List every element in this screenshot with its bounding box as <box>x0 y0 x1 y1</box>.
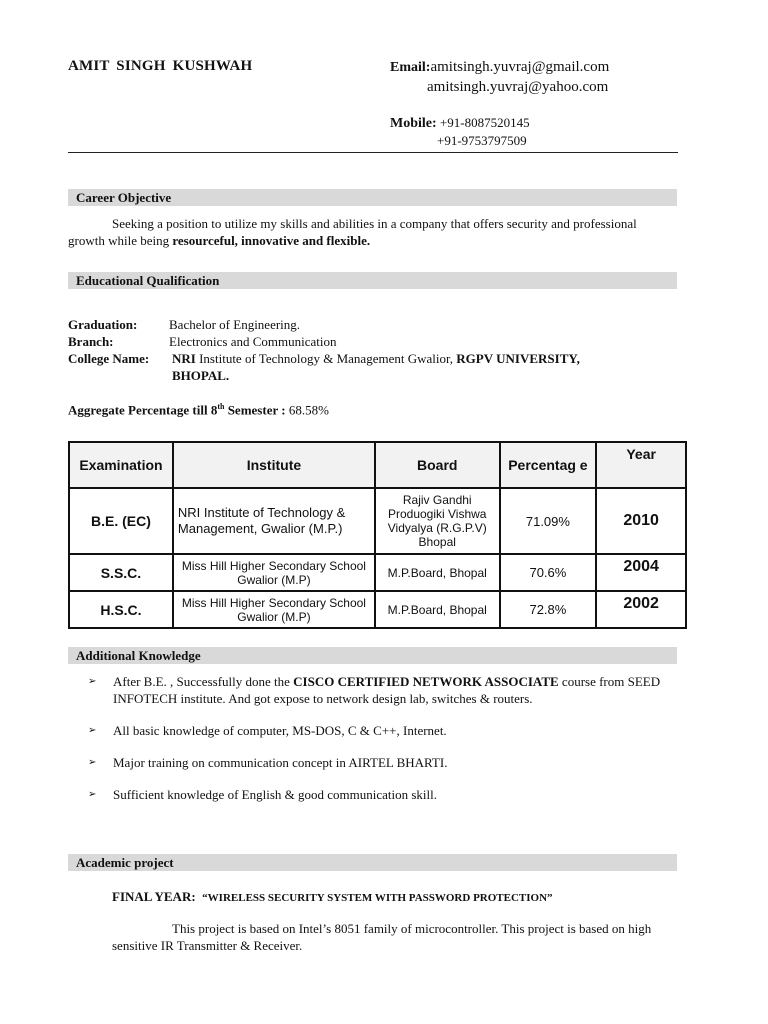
cell-exam: S.S.C. <box>69 554 173 591</box>
cell-exam: B.E. (EC) <box>69 488 173 554</box>
college-mid: Institute of Technology & Management Gwalior, <box>195 351 457 366</box>
email-label: Email: <box>390 60 431 75</box>
mobile-label: Mobile: <box>390 116 437 131</box>
list-item <box>88 673 693 707</box>
project-title-line <box>112 889 553 905</box>
email-secondary[interactable]: amitsingh.yuvraj@yahoo.com <box>427 79 609 95</box>
cell-percentage: 71.09% <box>500 488 597 554</box>
cell-institute: Miss Hill Higher Secondary School Gwalior (M.P) <box>173 591 375 628</box>
objective-bold: resourceful, innovative and flexible. <box>172 233 371 248</box>
header-institute: Institute <box>173 442 375 488</box>
bullet-3-text: Major training on communication concept in AIRTEL BHARTI. <box>113 755 448 770</box>
mobile-1: +91-8087520145 <box>439 115 530 130</box>
section-heading: Additional Knowledge <box>76 648 201 663</box>
mobile-primary <box>390 115 530 132</box>
section-heading: Career Objective <box>76 190 172 205</box>
career-objective-text <box>68 215 668 249</box>
list-item <box>88 722 693 739</box>
table-row <box>69 488 686 554</box>
college-city: BHOPAL. <box>172 368 230 383</box>
section-heading: Educational Qualification <box>76 273 220 288</box>
branch-value: Electronics and Communication <box>169 334 337 349</box>
graduation-value: Bachelor of Engineering. <box>169 317 301 332</box>
header-examination: Examination <box>69 442 173 488</box>
section-heading: Academic project <box>76 855 174 870</box>
cell-year: 2002 <box>596 591 686 628</box>
graduation-label: Graduation: <box>68 317 138 332</box>
table-row <box>69 554 686 591</box>
cell-board: Rajiv Gandhi Produogiki Vishwa Vidyalya (R.G.P.V) Bhopal <box>375 488 500 554</box>
email-primary <box>390 59 609 76</box>
cell-board: M.P.Board, Bhopal <box>375 554 500 591</box>
bullet-4-text: Sufficient knowledge of English & good communication skill. <box>113 787 437 802</box>
header-percentage: Percentag e <box>500 442 597 488</box>
knowledge-list <box>88 673 693 818</box>
cell-year: 2004 <box>596 554 686 591</box>
table-header-row <box>69 442 686 488</box>
section-academic-project <box>68 854 677 871</box>
section-additional-knowledge <box>68 647 677 664</box>
candidate-name: AMIT SINGH KUSHWAH <box>68 58 253 74</box>
arrow-bullet-icon: ➢ <box>88 725 97 736</box>
project-label: FINAL YEAR: <box>112 889 196 904</box>
aggregate-percentage <box>68 402 329 418</box>
list-item <box>88 786 693 803</box>
aggregate-label: Aggregate Percentage till 8 <box>68 402 218 418</box>
bullet-1-pre: After B.E. , Successfully done the <box>113 674 294 689</box>
college-value <box>172 350 580 367</box>
arrow-bullet-icon: ➢ <box>88 757 97 768</box>
bullet-2-text: All basic knowledge of computer, MS-DOS, C & C++, Internet. <box>113 723 447 738</box>
cell-year: 2010 <box>596 488 686 554</box>
section-career-objective <box>68 189 677 206</box>
bullet-1-post: course from SEED INFOTECH institute. And got expose to network design lab, switches & routers. <box>113 674 661 706</box>
branch-label: Branch: <box>68 334 114 349</box>
header-board: Board <box>375 442 500 488</box>
cell-institute: Miss Hill Higher Secondary School Gwalior (M.P) <box>173 554 375 591</box>
college-university: RGPV UNIVERSITY, <box>456 351 580 366</box>
aggregate-value: 68.58% <box>288 402 329 418</box>
list-item <box>88 754 693 771</box>
cell-percentage: 72.8% <box>500 591 597 628</box>
email-1[interactable]: amitsingh.yuvraj@gmail.com <box>430 59 610 75</box>
cell-board: M.P.Board, Bhopal <box>375 591 500 628</box>
college-prefix: NRI <box>172 351 196 366</box>
bullet-1-bold: CISCO CERTIFIED NETWORK ASSOCIATE <box>293 674 559 689</box>
cell-institute: NRI Institute of Technology & Management, Gwalior (M.P.) <box>173 488 375 554</box>
mobile-secondary: +91-9753797509 <box>437 133 527 148</box>
education-table <box>68 441 687 629</box>
college-label: College Name: <box>68 351 150 366</box>
aggregate-sup: th <box>217 402 225 411</box>
objective-plain: Seeking a position to utilize my skills and abilities in a company that offers security and professional growth while being <box>68 216 637 248</box>
aggregate-label-2: Semester : <box>224 402 286 418</box>
project-title: “WIRELESS SECURITY SYSTEM WITH PASSWORD PROTECTION” <box>202 892 553 904</box>
header-divider <box>68 152 678 153</box>
table-row <box>69 591 686 628</box>
arrow-bullet-icon: ➢ <box>88 789 97 800</box>
section-education <box>68 272 677 289</box>
arrow-bullet-icon: ➢ <box>88 676 97 687</box>
header-year: Year <box>596 442 686 488</box>
cell-exam: H.S.C. <box>69 591 173 628</box>
cell-percentage: 70.6% <box>500 554 597 591</box>
project-description: This project is based on Intel’s 8051 family of microcontroller. This project is based on high sensitive IR Transmitter & Receiver. <box>112 921 652 953</box>
